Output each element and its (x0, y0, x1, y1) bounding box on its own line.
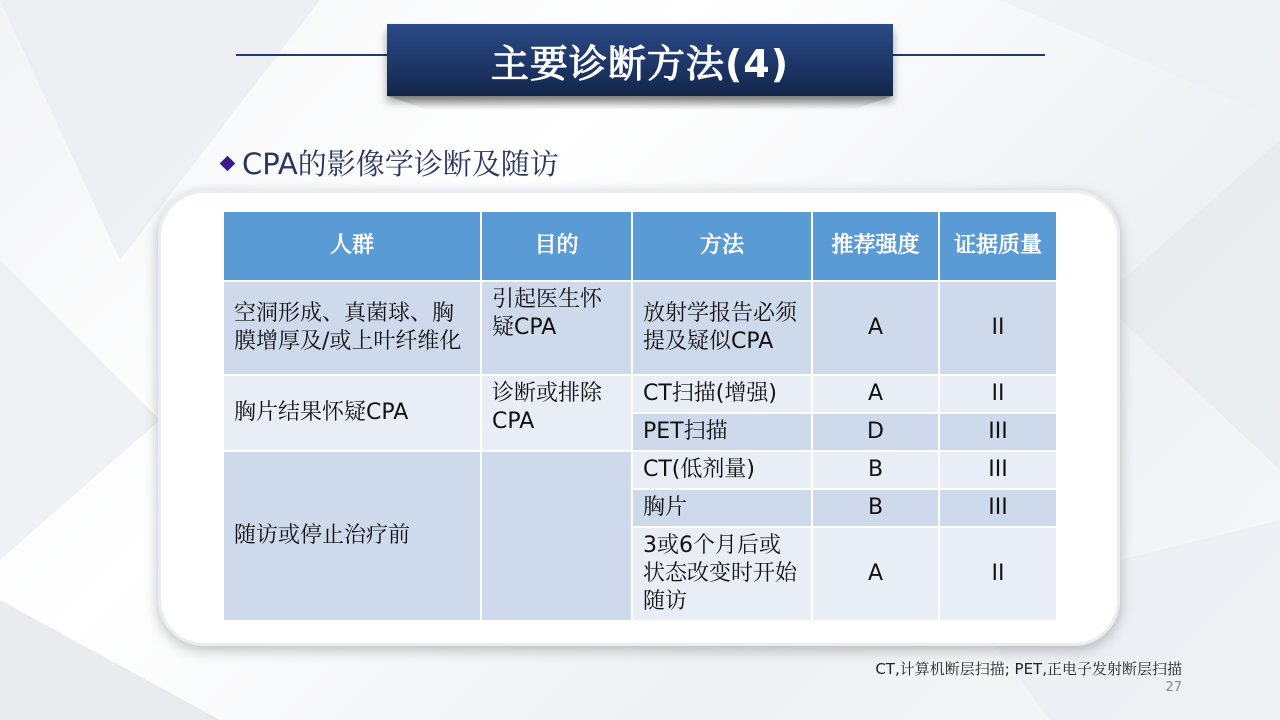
cell-strength: A (812, 281, 939, 375)
diamond-bullet-icon (220, 156, 236, 172)
header-method: 方法 (632, 211, 812, 281)
header-population: 人群 (223, 211, 481, 281)
cell-quality: III (939, 451, 1057, 489)
header-strength: 推荐强度 (812, 211, 939, 281)
cell-strength: B (812, 489, 939, 527)
cell-quality: II (939, 527, 1057, 621)
cell-quality: II (939, 281, 1057, 375)
table-row (223, 281, 1057, 375)
cell-purpose (481, 451, 632, 621)
cell-purpose: 引起医生怀疑CPA (481, 281, 632, 375)
page-number: 27 (1165, 680, 1182, 695)
table-header-row (223, 211, 1057, 281)
page-title: 主要诊断方法(4) (490, 41, 790, 86)
title-rule-left (236, 54, 388, 56)
cell-method: 3或6个月后或状态改变时开始随访 (632, 527, 812, 621)
cell-method: PET扫描 (632, 413, 812, 451)
diagnosis-table (222, 210, 1058, 622)
cell-strength: D (812, 413, 939, 451)
cell-strength: B (812, 451, 939, 489)
title-rule-right (893, 54, 1045, 56)
cell-method: CT(低剂量) (632, 451, 812, 489)
cell-population: 随访或停止治疗前 (223, 451, 481, 621)
cell-population: 胸片结果怀疑CPA (223, 375, 481, 451)
footnote: CT,计算机断层扫描; PET,正电子发射断层扫描 (875, 660, 1182, 678)
header-purpose: 目的 (481, 211, 632, 281)
cell-quality: III (939, 489, 1057, 527)
header-quality: 证据质量 (939, 211, 1057, 281)
bullet-heading (222, 142, 559, 183)
cell-quality: III (939, 413, 1057, 451)
cell-method: CT扫描(增强) (632, 375, 812, 413)
cell-strength: A (812, 375, 939, 413)
cell-method: 胸片 (632, 489, 812, 527)
table-row (223, 451, 1057, 489)
cell-method: 放射学报告必须提及疑似CPA (632, 281, 812, 375)
bullet-text: CPA的影像学诊断及随访 (242, 147, 559, 181)
table-row (223, 375, 1057, 413)
title-banner (387, 24, 893, 96)
cell-population: 空洞形成、真菌球、胸膜增厚及/或上叶纤维化 (223, 281, 481, 375)
cell-quality: II (939, 375, 1057, 413)
cell-strength: A (812, 527, 939, 621)
cell-purpose: 诊断或排除CPA (481, 375, 632, 451)
